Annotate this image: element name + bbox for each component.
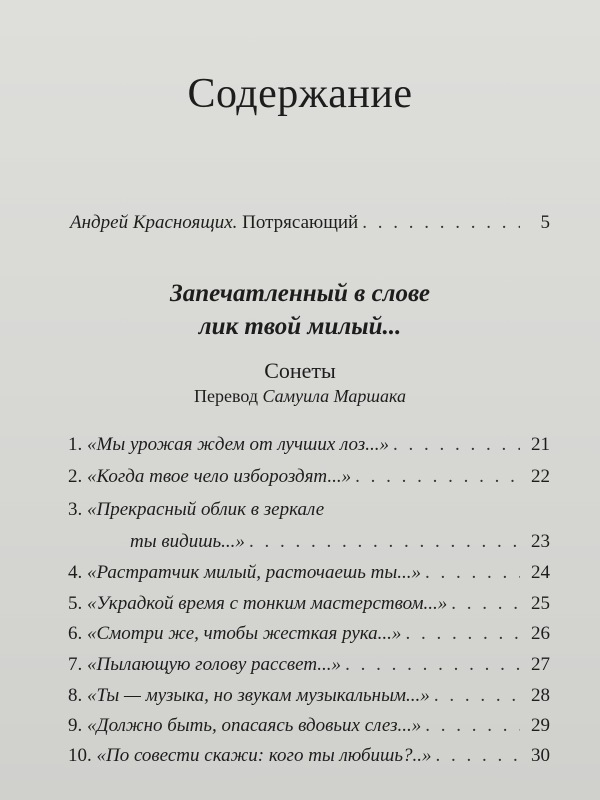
section-title-line-2: лик твой милый... <box>198 313 402 340</box>
toc-entry-sonnet-1 <box>68 434 550 456</box>
intro-author: Андрей Красноящих. <box>70 212 238 233</box>
translator-prefix: Перевод <box>194 386 258 406</box>
entry-number: 2. <box>68 466 83 487</box>
toc-entry-label <box>68 434 389 456</box>
toc-entry-label <box>68 654 341 676</box>
page-number: 21 <box>531 434 550 455</box>
dot-leader <box>434 685 520 707</box>
dot-leader <box>425 715 520 737</box>
toc-entry-label <box>68 715 421 737</box>
page-number: 22 <box>531 466 550 487</box>
toc-entry-intro <box>70 212 550 234</box>
section-subtitle: Сонеты <box>264 358 336 383</box>
dot-leader <box>436 745 520 767</box>
dot-leader <box>345 654 520 676</box>
entry-number: 10. <box>68 745 92 766</box>
dot-leader <box>362 212 520 234</box>
toc-entry-label <box>68 685 430 707</box>
entry-number: 9. <box>68 715 83 736</box>
translator-credit <box>0 386 600 407</box>
entry-title: «Ты — музыка, но звукам музыкальным...» <box>87 685 430 706</box>
toc-entry-label <box>68 593 447 615</box>
page-title: Содержание <box>187 71 413 117</box>
dot-leader <box>405 623 520 645</box>
toc-entry-label <box>68 623 401 645</box>
page-number: 27 <box>531 654 550 675</box>
entry-number: 5. <box>68 593 83 614</box>
dot-leader <box>393 434 520 456</box>
toc-entry-sonnet-7 <box>68 654 550 676</box>
page-number: 24 <box>531 562 550 583</box>
toc-entry-sonnet-2 <box>68 466 550 488</box>
page-number: 30 <box>531 745 550 766</box>
entry-title: «Должно быть, опасаясь вдовьих слез...» <box>87 715 422 736</box>
intro-title: Потрясающий <box>242 212 359 233</box>
section-title-line-1: Запечатленный в слове <box>170 280 430 307</box>
entry-title: «Пылающую голову рассвет...» <box>87 654 342 675</box>
page-number: 28 <box>531 685 550 706</box>
toc-entry-label <box>68 745 432 767</box>
entry-title: «Мы урожая ждем от лучших лоз...» <box>87 434 389 455</box>
entry-title-line-1: «Прекрасный облик в зеркале <box>87 499 325 520</box>
page-number: 26 <box>531 623 550 644</box>
toc-entry-sonnet-9 <box>68 715 550 737</box>
toc-entry-label <box>70 212 358 234</box>
translator-name: Самуила Маршака <box>262 386 406 406</box>
entry-title: «Когда твое чело избороздят...» <box>87 466 352 487</box>
page-number: 29 <box>531 715 550 736</box>
toc-entry-sonnet-3-line-2 <box>130 531 550 553</box>
toc-entry-sonnet-10 <box>68 745 550 767</box>
page-number: 5 <box>540 212 550 233</box>
dot-leader <box>451 593 520 615</box>
entry-title: «По совести скажи: кого ты любишь?..» <box>96 745 432 766</box>
entry-number: 7. <box>68 654 83 675</box>
entry-title: «Растратчик милый, расточаешь ты...» <box>87 562 421 583</box>
entry-number: 4. <box>68 562 83 583</box>
entry-number: 6. <box>68 623 83 644</box>
page-number: 25 <box>531 593 550 614</box>
dot-leader <box>425 562 520 584</box>
toc-entry-sonnet-3-line-1 <box>68 499 324 521</box>
entry-title: «Украдкой время с тонким мастерством...» <box>87 593 448 614</box>
entry-number: 3. <box>68 499 83 520</box>
page-number: 23 <box>531 531 550 552</box>
toc-entry-label <box>68 466 351 488</box>
entry-number: 8. <box>68 685 83 706</box>
toc-entry-sonnet-4 <box>68 562 550 584</box>
dot-leader <box>249 531 520 553</box>
entry-title: «Смотри же, чтобы жесткая рука...» <box>87 623 402 644</box>
entry-number: 1. <box>68 434 83 455</box>
dot-leader <box>355 466 520 488</box>
entry-title-line-2: ты видишь...» <box>130 531 245 552</box>
toc-entry-label <box>68 562 421 584</box>
toc-entry-sonnet-6 <box>68 623 550 645</box>
toc-entry-sonnet-5 <box>68 593 550 615</box>
toc-entry-sonnet-8 <box>68 685 550 707</box>
